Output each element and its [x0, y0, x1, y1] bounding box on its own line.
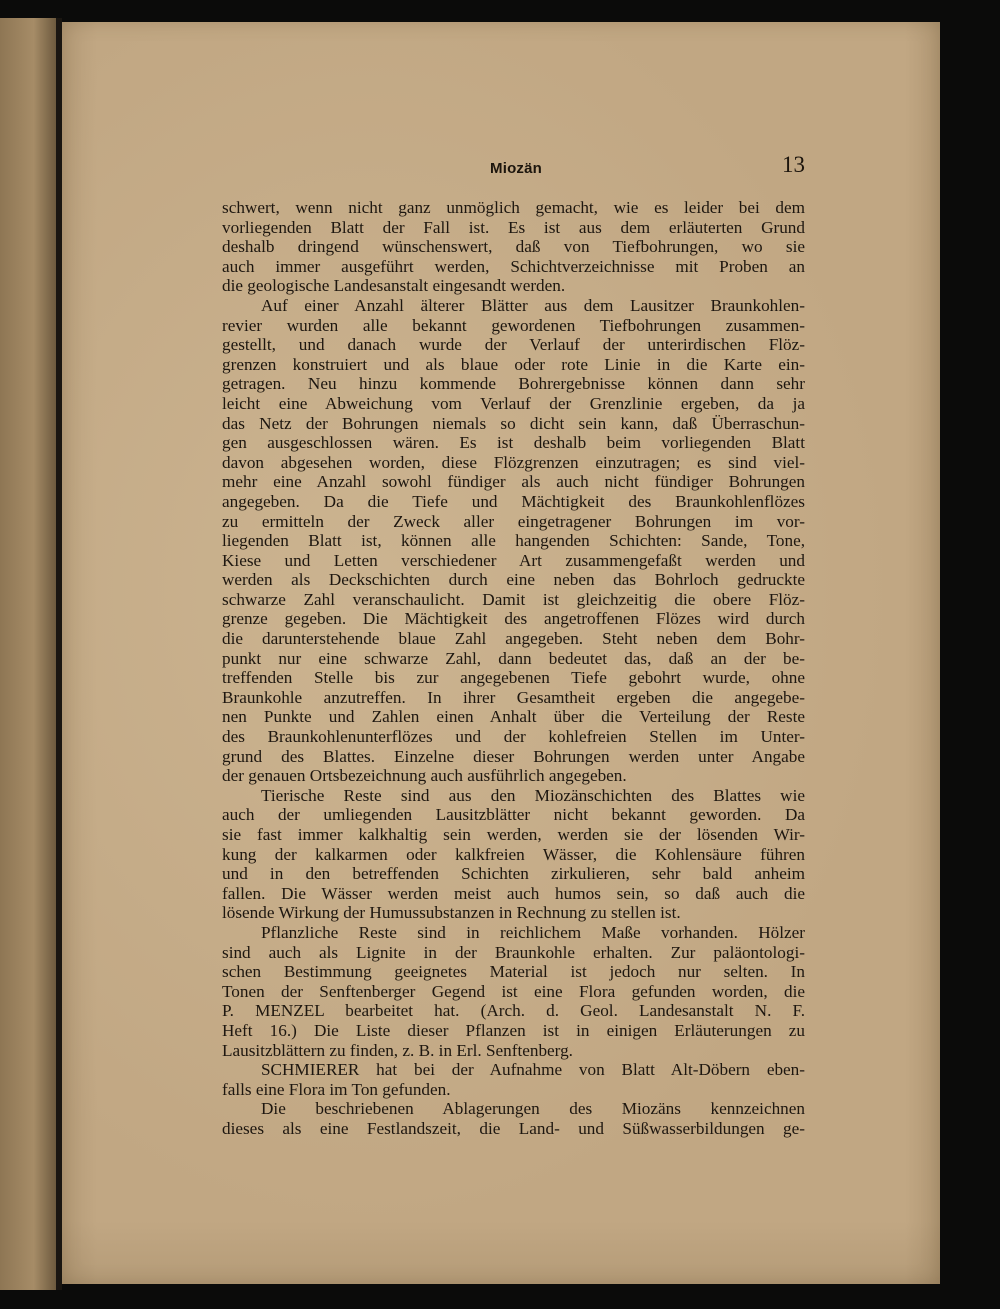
text-line: schen Bestimmung geeignetes Material ist jedoch nur selten. In [222, 962, 805, 982]
text-line: werden als Deckschichten durch eine neben das Bohrloch gedruckte [222, 570, 805, 590]
text-line: punkt nur eine schwarze Zahl, dann bedeutet das, daß an der be- [222, 648, 805, 668]
paragraph [222, 786, 805, 923]
text-line: Tonen der Senftenberger Gegend ist eine Flora gefunden worden, die [222, 981, 805, 1001]
text-line: Braunkohle anzutreffen. In ihrer Gesamtheit ergeben die angegebe- [222, 687, 805, 707]
text-line: davon abgesehen worden, diese Flözgrenzen einzutragen; es sind viel- [222, 452, 805, 472]
text-line: Auf einer Anzahl älterer Blätter aus dem Lausitzer Braunkohlen- [261, 295, 805, 315]
text-line: der genauen Ortsbezeichnung auch ausführlich angegeben. [222, 766, 627, 786]
text-line: grenze gegeben. Die Mächtigkeit des angetroffenen Flözes wird durch [222, 609, 805, 629]
text-line: schwert, wenn nicht ganz unmöglich gemacht, wie es leider bei dem [222, 198, 805, 217]
text-line: nen Punkte und Zahlen einen Anhalt über die Verteilung der Reste [222, 707, 805, 727]
text-line: die geologische Landesanstalt eingesandt werden. [222, 276, 566, 296]
text-line: Kiese und Letten verschiedener Art zusammengefaßt werden und [222, 550, 805, 570]
text-line: gen ausgeschlossen wären. Es ist deshalb beim vorliegenden Blatt [222, 433, 805, 453]
text-line: P. MENZEL bearbeitet hat. (Arch. d. Geol. Landesanstalt N. F. [222, 1001, 805, 1021]
running-header [62, 142, 940, 182]
text-line: das Netz der Bohrungen niemals so dicht sein kann, daß Überraschun- [222, 413, 805, 433]
running-title: Miozän [490, 160, 543, 177]
previous-page-edge [0, 18, 56, 1290]
text-line: angegeben. Da die Tiefe und Mächtigkeit des Braunkohlenflözes [222, 491, 805, 511]
text-line: mehr eine Anzahl sowohl fündiger als auch nicht fündiger Bohrungen [222, 472, 805, 492]
text-line: leicht eine Abweichung vom Verlauf der Grenzlinie ergeben, da ja [222, 393, 805, 413]
text-line: Tierische Reste sind aus den Miozänschichten des Blattes wie [261, 785, 805, 805]
text-line: Die beschriebenen Ablagerungen des Miozäns kennzeichnen [261, 1099, 805, 1119]
text-line: Pflanzliche Reste sind in reichlichem Maße vorhanden. Hölzer [261, 922, 805, 942]
text-line: des Braunkohlenunterflözes und der kohlefreien Stellen im Unter- [222, 727, 805, 747]
text-line: die darunterstehende blaue Zahl angegeben. Steht neben dem Bohr- [222, 629, 805, 649]
text-line: vorliegenden Blatt der Fall ist. Es ist aus dem erläuterten Grund [222, 217, 805, 237]
text-line: auch immer ausgeführt werden, Schichtverzeichnisse mit Proben an [222, 256, 805, 276]
text-line: sie fast immer kalkhaltig sein werden, werden sie der lösenden Wir- [222, 825, 805, 844]
text-line: fallen. Die Wässer werden meist auch humos sein, so daß auch die [222, 883, 805, 903]
book-page [62, 22, 940, 1284]
text-line: und in den betreffenden Schichten zirkulieren, sehr bald anheim [222, 864, 805, 884]
text-line: kung der kalkarmen oder kalkfreien Wässer, die Kohlensäure führen [222, 844, 805, 864]
text-line: deshalb dringend wünschenswert, daß von Tiefbohrungen, wo sie [222, 237, 805, 257]
text-line: falls eine Flora im Ton gefunden. [222, 1079, 451, 1099]
text-line: schwarze Zahl veranschaulicht. Damit ist gleichzeitig die obere Flöz- [222, 589, 805, 609]
text-line: grenzen konstruiert und als blaue oder rote Linie in die Karte ein- [222, 354, 805, 374]
paragraph [222, 923, 805, 1060]
paragraph [222, 198, 805, 296]
text-line: revier wurden alle bekannt gewordenen Tiefbohrungen zusammen- [222, 315, 805, 335]
paragraph [222, 1099, 805, 1138]
text-line: zu ermitteln der Zweck aller eingetragener Bohrungen im vor- [222, 511, 805, 531]
text-line: Lausitzblättern zu finden, z. B. in Erl. Senftenberg. [222, 1040, 573, 1060]
text-line: grund des Blattes. Einzelne dieser Bohrungen werden unter Angabe [222, 746, 805, 766]
text-line: Heft 16.) Die Liste dieser Pflanzen ist in einigen Erläuterungen zu [222, 1020, 805, 1040]
text-line: gestellt, und danach wurde der Verlauf der unterirdischen Flöz- [222, 335, 805, 355]
body-text [222, 198, 805, 1139]
page-number: 13 [782, 152, 805, 177]
text-line: lösende Wirkung der Humussubstanzen in Rechnung zu stellen ist. [222, 903, 681, 923]
paragraph [222, 296, 805, 786]
text-line: auch der umliegenden Lausitzblätter nicht bekannt geworden. Da [222, 805, 805, 825]
text-line: treffenden Stelle bis zur angegebenen Tiefe gebohrt wurde, ohne [222, 668, 805, 688]
text-line: sind auch als Lignite in der Braunkohle erhalten. Zur paläontologi- [222, 942, 805, 962]
paragraph [222, 1060, 805, 1099]
text-line: getragen. Neu hinzu kommende Bohrergebnisse können dann sehr [222, 374, 805, 394]
text-line: liegenden Blatt ist, können alle hangenden Schichten: Sande, Tone, [222, 531, 805, 551]
text-line: dieses als eine Festlandszeit, die Land- und Süßwasserbildungen ge- [222, 1118, 805, 1138]
text-line: SCHMIERER hat bei der Aufnahme von Blatt Alt-Döbern eben- [261, 1060, 805, 1080]
